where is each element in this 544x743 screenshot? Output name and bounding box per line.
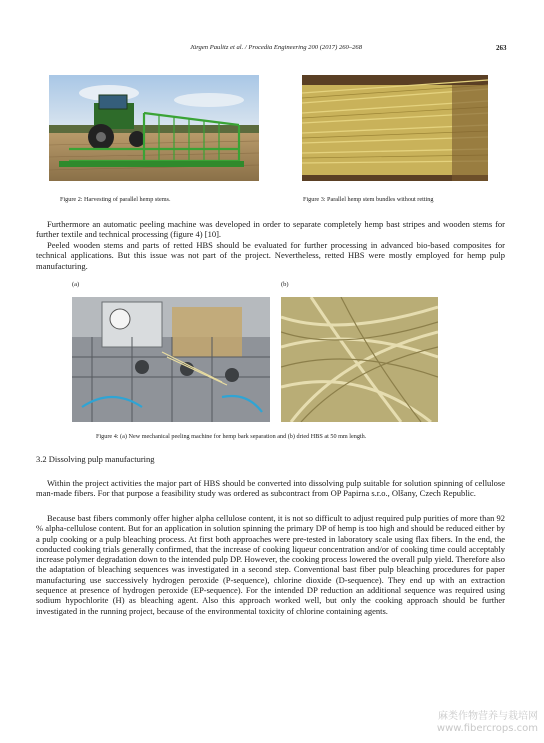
figure-3-photo [302, 75, 488, 181]
figure-4b-label: (b) [281, 281, 289, 288]
figure-4b-photo [281, 297, 438, 422]
figure-3-caption: Figure 3: Parallel hemp stem bundles without retting [303, 196, 434, 203]
paragraph-peeled-stems: Peeled wooden stems and parts of retted HBS should be evaluated for further processing in advanced bio-based composites for technical applications. But this issue was not part of the project. Nevertheless, retted HBS were mostly employed for hemp pulp manufacturing. [36, 240, 505, 271]
section-title: 3.2 Dissolving pulp manufacturing [36, 454, 155, 464]
paragraph-automatic-peeling: Furthermore an automatic peeling machine was developed in order to separate completely hemp bast stripes and wooden stems for further textile and technical processing (figure 4) [10]. [36, 219, 505, 240]
journal-citation: Jürgen Paulitz et al. / Procedia Engineering 200 (2017) 260–268 [190, 44, 363, 51]
figure-4-caption: Figure 4: (a) New mechanical peeling machine for hemp bark separation and (b) dried HBS at 50 mm length. [96, 433, 367, 440]
figure-2-photo [49, 75, 259, 181]
figure-4a-label: (a) [72, 281, 80, 288]
running-header [0, 44, 544, 56]
figure-4a-photo [72, 297, 270, 422]
paragraph-bast-fibers: Because bast fibers commonly offer higher alpha cellulose content, it is not so difficult to adjust required pulp purities of more than 92 % alpha-cellulose content. But for an application in solution spinning the primary DP of hemp is too high and should be reduced either by a pulp cooking or a pulp bleaching process. At first both approaches were pre-tested in laboratory scale using flax fibers. In the end, the conducted cooking trials generally confirmed, that the increase of cooking liqueur concentration and/or of cooking time could acceptably increase polymer degradation down to the intended pulp DP. However, the cooking process lowered the overall pulp yield. Therefore also the adaptation of bleaching sequences was investigated in a second step. Conventional bast fiber pulp bleaching procedures for paper manufacturing use successively hydrogen peroxide (P-sequence), chlorine dioxide (D-sequence). They end up with an extraction sequence at presence of hydrogen peroxide (EP-sequence). For the intended DP reduction an additional sequence was required using sodium hypochlorite (H) as bleaching agent. Also this approach worked well, but only the cooking approach should be further investigated in the running project, because of the environmental toxicity of chlorine containing agents. [36, 513, 505, 616]
watermark-line-1: 麻类作物营养与栽培网 [438, 711, 538, 722]
page-number: 263 [496, 44, 507, 52]
paragraph-dissolving-pulp: Within the project activities the major part of HBS should be converted into dissolving pulp suitable for solution spinning of cellulose man-made fibers. For that purpose a feasibility study was ordered as subcontract from OP Papirna s.r.o., Olšany, Czech Republic. [36, 478, 505, 499]
figure-2-caption: Figure 2: Harvesting of parallel hemp stems. [60, 196, 171, 203]
watermark [437, 711, 538, 735]
watermark-line-2: www.fibercrops.com [436, 723, 538, 734]
